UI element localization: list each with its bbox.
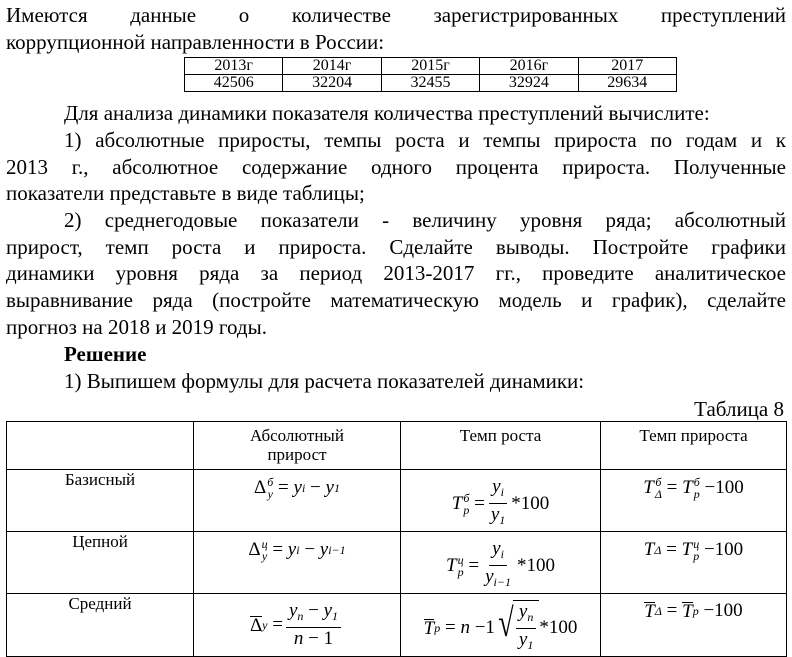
formula: T б p = $\frac{y_i}{y_1}$ *100 bbox=[451, 476, 550, 527]
formula-increase-chain bbox=[601, 532, 787, 594]
formula: Δ ц y = y i − y i−1 bbox=[248, 537, 346, 563]
header-absolute-growth-text: Абсолютный прирост bbox=[250, 426, 344, 464]
task-line-5: 2) среднегодовые показатели - величину уровня ряда; абсолютный bbox=[64, 208, 786, 232]
year-cell: 2014г bbox=[283, 58, 381, 75]
header-empty bbox=[7, 422, 194, 470]
intro-line-1: Имеются данные о количестве зарегистрированных преступлений bbox=[6, 3, 786, 27]
value-cell: 29634 bbox=[578, 75, 676, 92]
formula: T p = n −1 √ $\frac{y_n}{y_1}$ *100 bbox=[424, 600, 578, 656]
task-line-7: динамики уровня ряда за период 2013-2017 гг., проведите аналитическое bbox=[6, 261, 786, 285]
formula: T ц p = $\frac{y_i}{y_{i-1}}$ *100 bbox=[446, 538, 555, 589]
formula-rate-basic bbox=[401, 470, 601, 532]
years-table-value-row bbox=[185, 75, 677, 92]
task-line-3: 2013 г., абсолютное содержание одного процента прироста. Полученные bbox=[6, 155, 786, 179]
value-cell: 32924 bbox=[480, 75, 578, 92]
formula-abs-average bbox=[194, 594, 401, 657]
task-line-9: прогноз на 2018 и 2019 годы. bbox=[6, 315, 267, 339]
solution-step-1: 1) Выпишем формулы для расчета показателей динамики: bbox=[64, 369, 585, 393]
year-cell: 2017 bbox=[578, 58, 676, 75]
solution-heading: Решение bbox=[64, 342, 147, 366]
year-cell: 2015г bbox=[381, 58, 479, 75]
formula-abs-basic bbox=[194, 470, 401, 532]
intro-line-2: коррупционной направленности в России: bbox=[6, 30, 385, 54]
task-line-8: выравнивание ряда (постройте математическую модель и график), сделайте bbox=[6, 288, 786, 312]
formula-table bbox=[6, 421, 787, 657]
task-line-2: 1) абсолютные приросты, темпы роста и темпы прироста по годам и к bbox=[64, 128, 786, 152]
year-cell: 2016г bbox=[480, 58, 578, 75]
formula-increase-average bbox=[601, 594, 787, 657]
task-line-6: прирост, темп роста и прироста. Сделайте выводы. Постройте графики bbox=[6, 235, 786, 259]
task-line-4: показатели представьте в виде таблицы; bbox=[6, 181, 365, 205]
value-cell: 32204 bbox=[283, 75, 381, 92]
formula-row-basic bbox=[7, 470, 787, 532]
formula: T Δ = T ц p −100 bbox=[643, 537, 744, 563]
value-cell: 42506 bbox=[185, 75, 283, 92]
formula-rate-average bbox=[401, 594, 601, 657]
formula-increase-basic bbox=[601, 470, 787, 532]
years-table-header-row bbox=[185, 58, 677, 75]
formula: Δ y = $\frac{y_n - y_1}{n - 1}$ bbox=[250, 600, 344, 650]
formula: T б Δ = T б p −100 bbox=[643, 475, 744, 501]
task-line-1: Для анализа динамики показателя количества преступлений вычислите: bbox=[64, 101, 710, 125]
formula-abs-chain bbox=[194, 532, 401, 594]
row-label-chain: Цепной bbox=[7, 532, 194, 594]
formula: T Δ = T p −100 bbox=[644, 600, 743, 622]
table-caption: Таблица 8 bbox=[694, 397, 784, 421]
formula-table-header bbox=[7, 422, 787, 470]
header-growth-rate: Темп роста bbox=[401, 422, 601, 470]
formula: Δ б y = y i − y 1 bbox=[254, 475, 340, 501]
header-increase-rate: Темп прироста bbox=[601, 422, 787, 470]
formula-row-average bbox=[7, 594, 787, 657]
value-cell: 32455 bbox=[381, 75, 479, 92]
formula-row-chain bbox=[7, 532, 787, 594]
row-label-basic: Базисный bbox=[7, 470, 194, 532]
header-absolute-growth bbox=[194, 422, 401, 470]
years-table bbox=[184, 57, 677, 92]
year-cell: 2013г bbox=[185, 58, 283, 75]
formula-rate-chain bbox=[401, 532, 601, 594]
row-label-average: Средний bbox=[7, 594, 194, 657]
